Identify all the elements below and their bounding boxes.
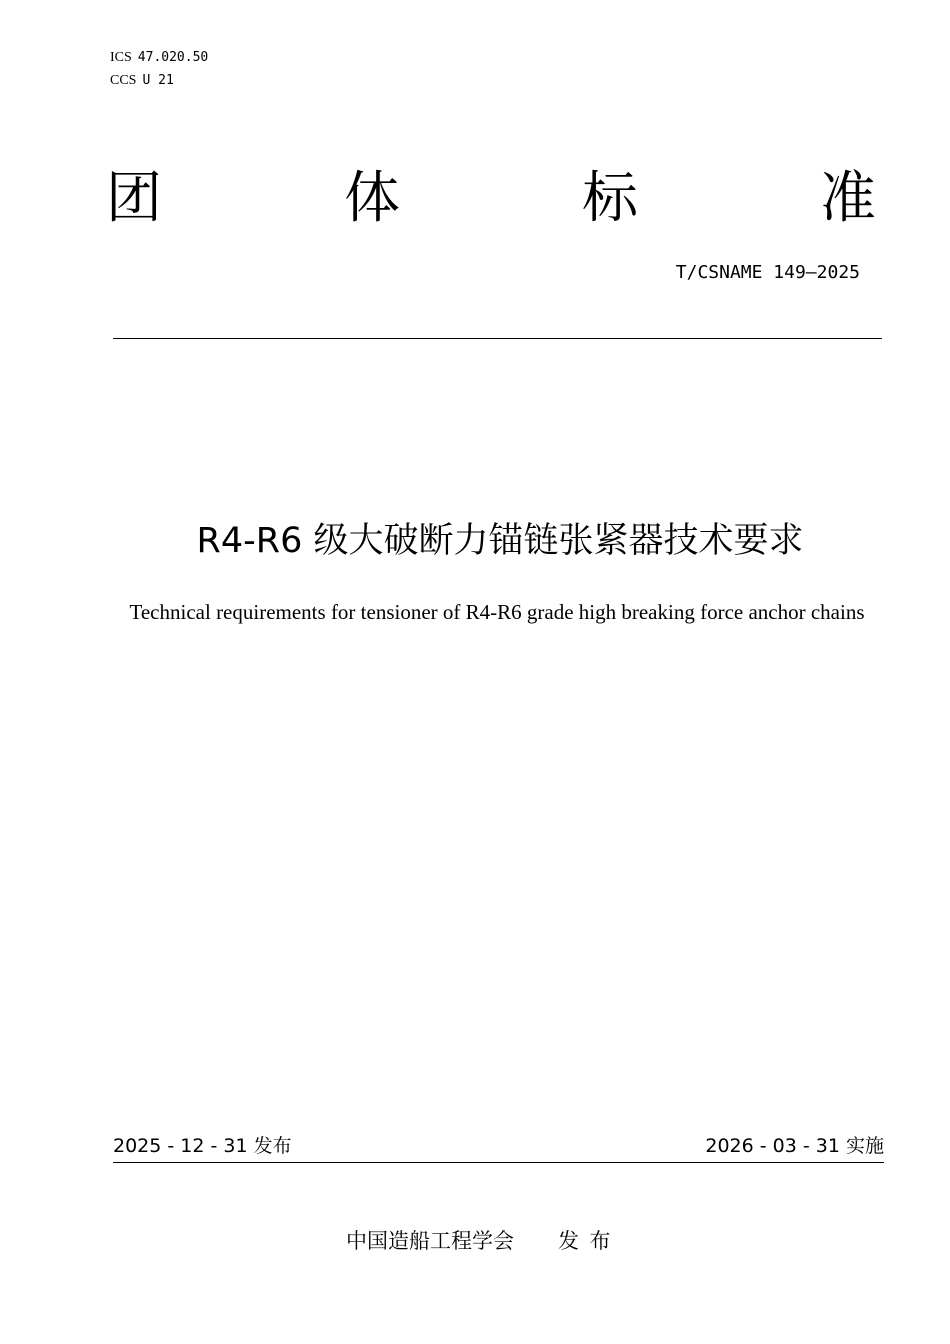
ccs-value: U 21 bbox=[142, 73, 174, 88]
heading-char: 准 bbox=[820, 166, 876, 231]
issue-date: 2025 - 12 - 31 发布 bbox=[113, 1135, 292, 1157]
top-divider bbox=[113, 338, 882, 339]
implementation-date: 2026 - 03 - 31 实施 bbox=[705, 1135, 884, 1157]
ics-label: ICS bbox=[110, 50, 132, 65]
heading-char: 体 bbox=[344, 166, 400, 231]
english-title: Technical requirements for tensioner of R4-R6 grade high breaking force anchor chains bbox=[129, 600, 865, 624]
ccs-code bbox=[110, 69, 208, 92]
heading-char: 团 bbox=[106, 166, 162, 231]
heading-char: 标 bbox=[582, 166, 638, 231]
bottom-divider bbox=[113, 1162, 884, 1163]
standard-number: T/CSNAME 149—2025 bbox=[675, 262, 860, 283]
publisher-name: 中国造船工程学会 bbox=[346, 1229, 514, 1253]
classification-codes bbox=[110, 46, 208, 92]
chinese-title: R4-R6 级大破断力锚链张紧器技术要求 bbox=[196, 521, 804, 561]
ccs-label: CCS bbox=[110, 73, 137, 88]
publish-action: 发布 bbox=[558, 1229, 621, 1253]
ics-code bbox=[110, 46, 208, 69]
publisher-line bbox=[346, 1227, 621, 1255]
standard-type-heading bbox=[106, 166, 876, 232]
ics-value: 47.020.50 bbox=[137, 50, 209, 65]
